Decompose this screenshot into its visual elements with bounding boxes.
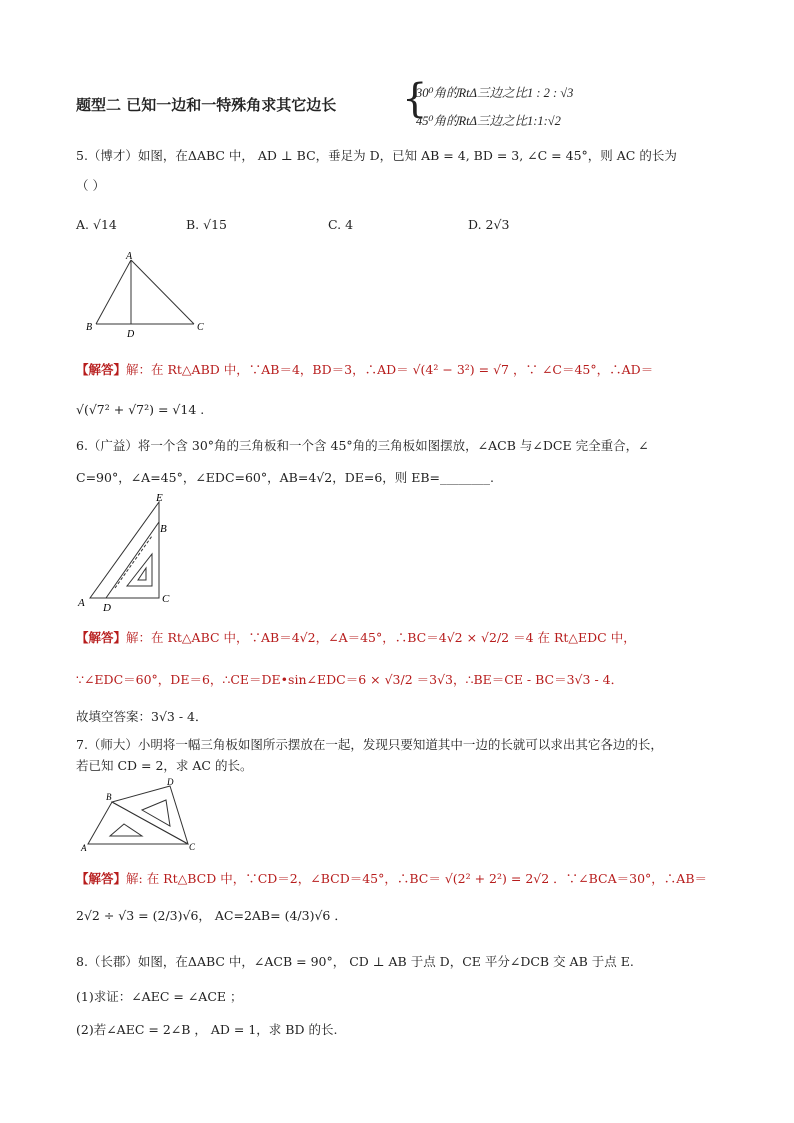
q6-answer-line1: 【解答】解：在 Rt△ABC 中，∵AB＝4√2，∠A＝45°，∴BC＝4√2 × √2/2 ＝4 在 Rt△EDC 中， bbox=[76, 630, 636, 645]
case-30-ratio: 30⁰角的RtΔ三边之比1 : 2 : √3 bbox=[416, 86, 574, 100]
brace-symbol: { bbox=[402, 76, 428, 122]
q5-label-d: D bbox=[127, 329, 135, 340]
q8-stem: 8.（长郡）如图，在ΔABC 中，∠ACB = 90°， CD ⊥ AB 于点 D，CE 平分∠DCB 交 AB 于点 E. bbox=[76, 954, 634, 969]
q6-stem-line1: 6.（广益）将一个含 30°角的三角板和一个含 45°角的三角板如图摆放，∠ACB 与∠DCE 完全重合，∠ bbox=[76, 438, 649, 453]
q5-option-c: C. 4 bbox=[328, 217, 354, 232]
q6-stem-line2: C=90°，∠A=45°，∠EDC=60°，AB=4√2，DE=6，则 EB=________. bbox=[76, 470, 494, 485]
q7-label-c: C bbox=[189, 842, 196, 852]
q6-answer-final: 故填空答案：3√3 - 4． bbox=[76, 709, 208, 724]
q7-answer-line2: 2√2 ÷ √3 = (2/3)√6， AC=2AB= (4/3)√6 ． bbox=[76, 908, 347, 923]
q5-option-d: D. 2√3 bbox=[468, 217, 510, 232]
q7-label-d: D bbox=[167, 777, 174, 787]
q5-option-a: A. √14 bbox=[76, 217, 117, 232]
q8-part1: (1)求证：∠AEC = ∠ACE ； bbox=[76, 989, 243, 1004]
section-title: 题型二 已知一边和一特殊角求其它边长 bbox=[76, 96, 337, 114]
q6-label-b: B bbox=[160, 523, 167, 535]
q5-label-b: B bbox=[86, 322, 93, 333]
q5-stem: 5.（博才）如图，在ΔABC 中， AD ⊥ BC，垂足为 D，已知 AB = 4, BD = 3, ∠C = 45°，则 AC 的长为 bbox=[76, 148, 677, 163]
q7-label-b: B bbox=[106, 792, 112, 802]
q5-blank: （ ） bbox=[76, 178, 105, 193]
q6-label-e: E bbox=[156, 492, 163, 504]
q8-part2: (2)若∠AEC = 2∠B ， AD = 1，求 BD 的长. bbox=[76, 1022, 338, 1037]
q7-stem-line1: 7.（师大）小明将一幅三角板如图所示摆放在一起，发现只要知道其中一边的长就可以求出其它各边的长， bbox=[76, 737, 663, 752]
q6-answer-line2: ∵∠EDC＝60°，DE＝6，∴CE＝DE•sin∠EDC＝6 × √3/2 ＝3√3，∴BE＝CE - BC＝3√3 - 4． bbox=[76, 672, 624, 687]
answer-tag: 【解答】 bbox=[76, 630, 127, 645]
answer-tag: 【解答】 bbox=[76, 362, 127, 377]
q7-answer-line1: 【解答】解: 在 Rt△BCD 中，∵CD＝2，∠BCD＝45°，∴BC＝ √(2² + 2²) = 2√2 ．∵∠BCA＝30°，∴AB＝ bbox=[76, 871, 708, 886]
q5-label-a: A bbox=[126, 251, 133, 262]
q5-option-b: B. √15 bbox=[186, 217, 228, 232]
q7-stem-line2: 若已知 CD = 2，求 AC 的长。 bbox=[76, 758, 253, 773]
answer-tag: 【解答】 bbox=[76, 871, 127, 886]
q5-triangle-figure bbox=[84, 250, 214, 340]
q6-label-d: D bbox=[103, 602, 111, 612]
q6-label-a: A bbox=[78, 597, 85, 609]
q6-triangle-figure bbox=[72, 492, 187, 612]
q7-triangle-figure bbox=[78, 776, 203, 852]
q6-label-c: C bbox=[162, 593, 170, 605]
q5-answer-line1: 【解答】解：在 Rt△ABD 中，∵AB＝4，BD＝3，∴AD＝ √(4² − 3²) = √7 ，∵ ∠C＝45°，∴AD＝ bbox=[76, 362, 654, 377]
q5-answer-line2: √(√7² + √7²) = √14 . bbox=[76, 402, 205, 417]
case-45-ratio: 45⁰角的RtΔ三边之比1:1:√2 bbox=[416, 114, 561, 128]
q7-label-a: A bbox=[81, 843, 87, 852]
q5-label-c: C bbox=[197, 322, 204, 333]
